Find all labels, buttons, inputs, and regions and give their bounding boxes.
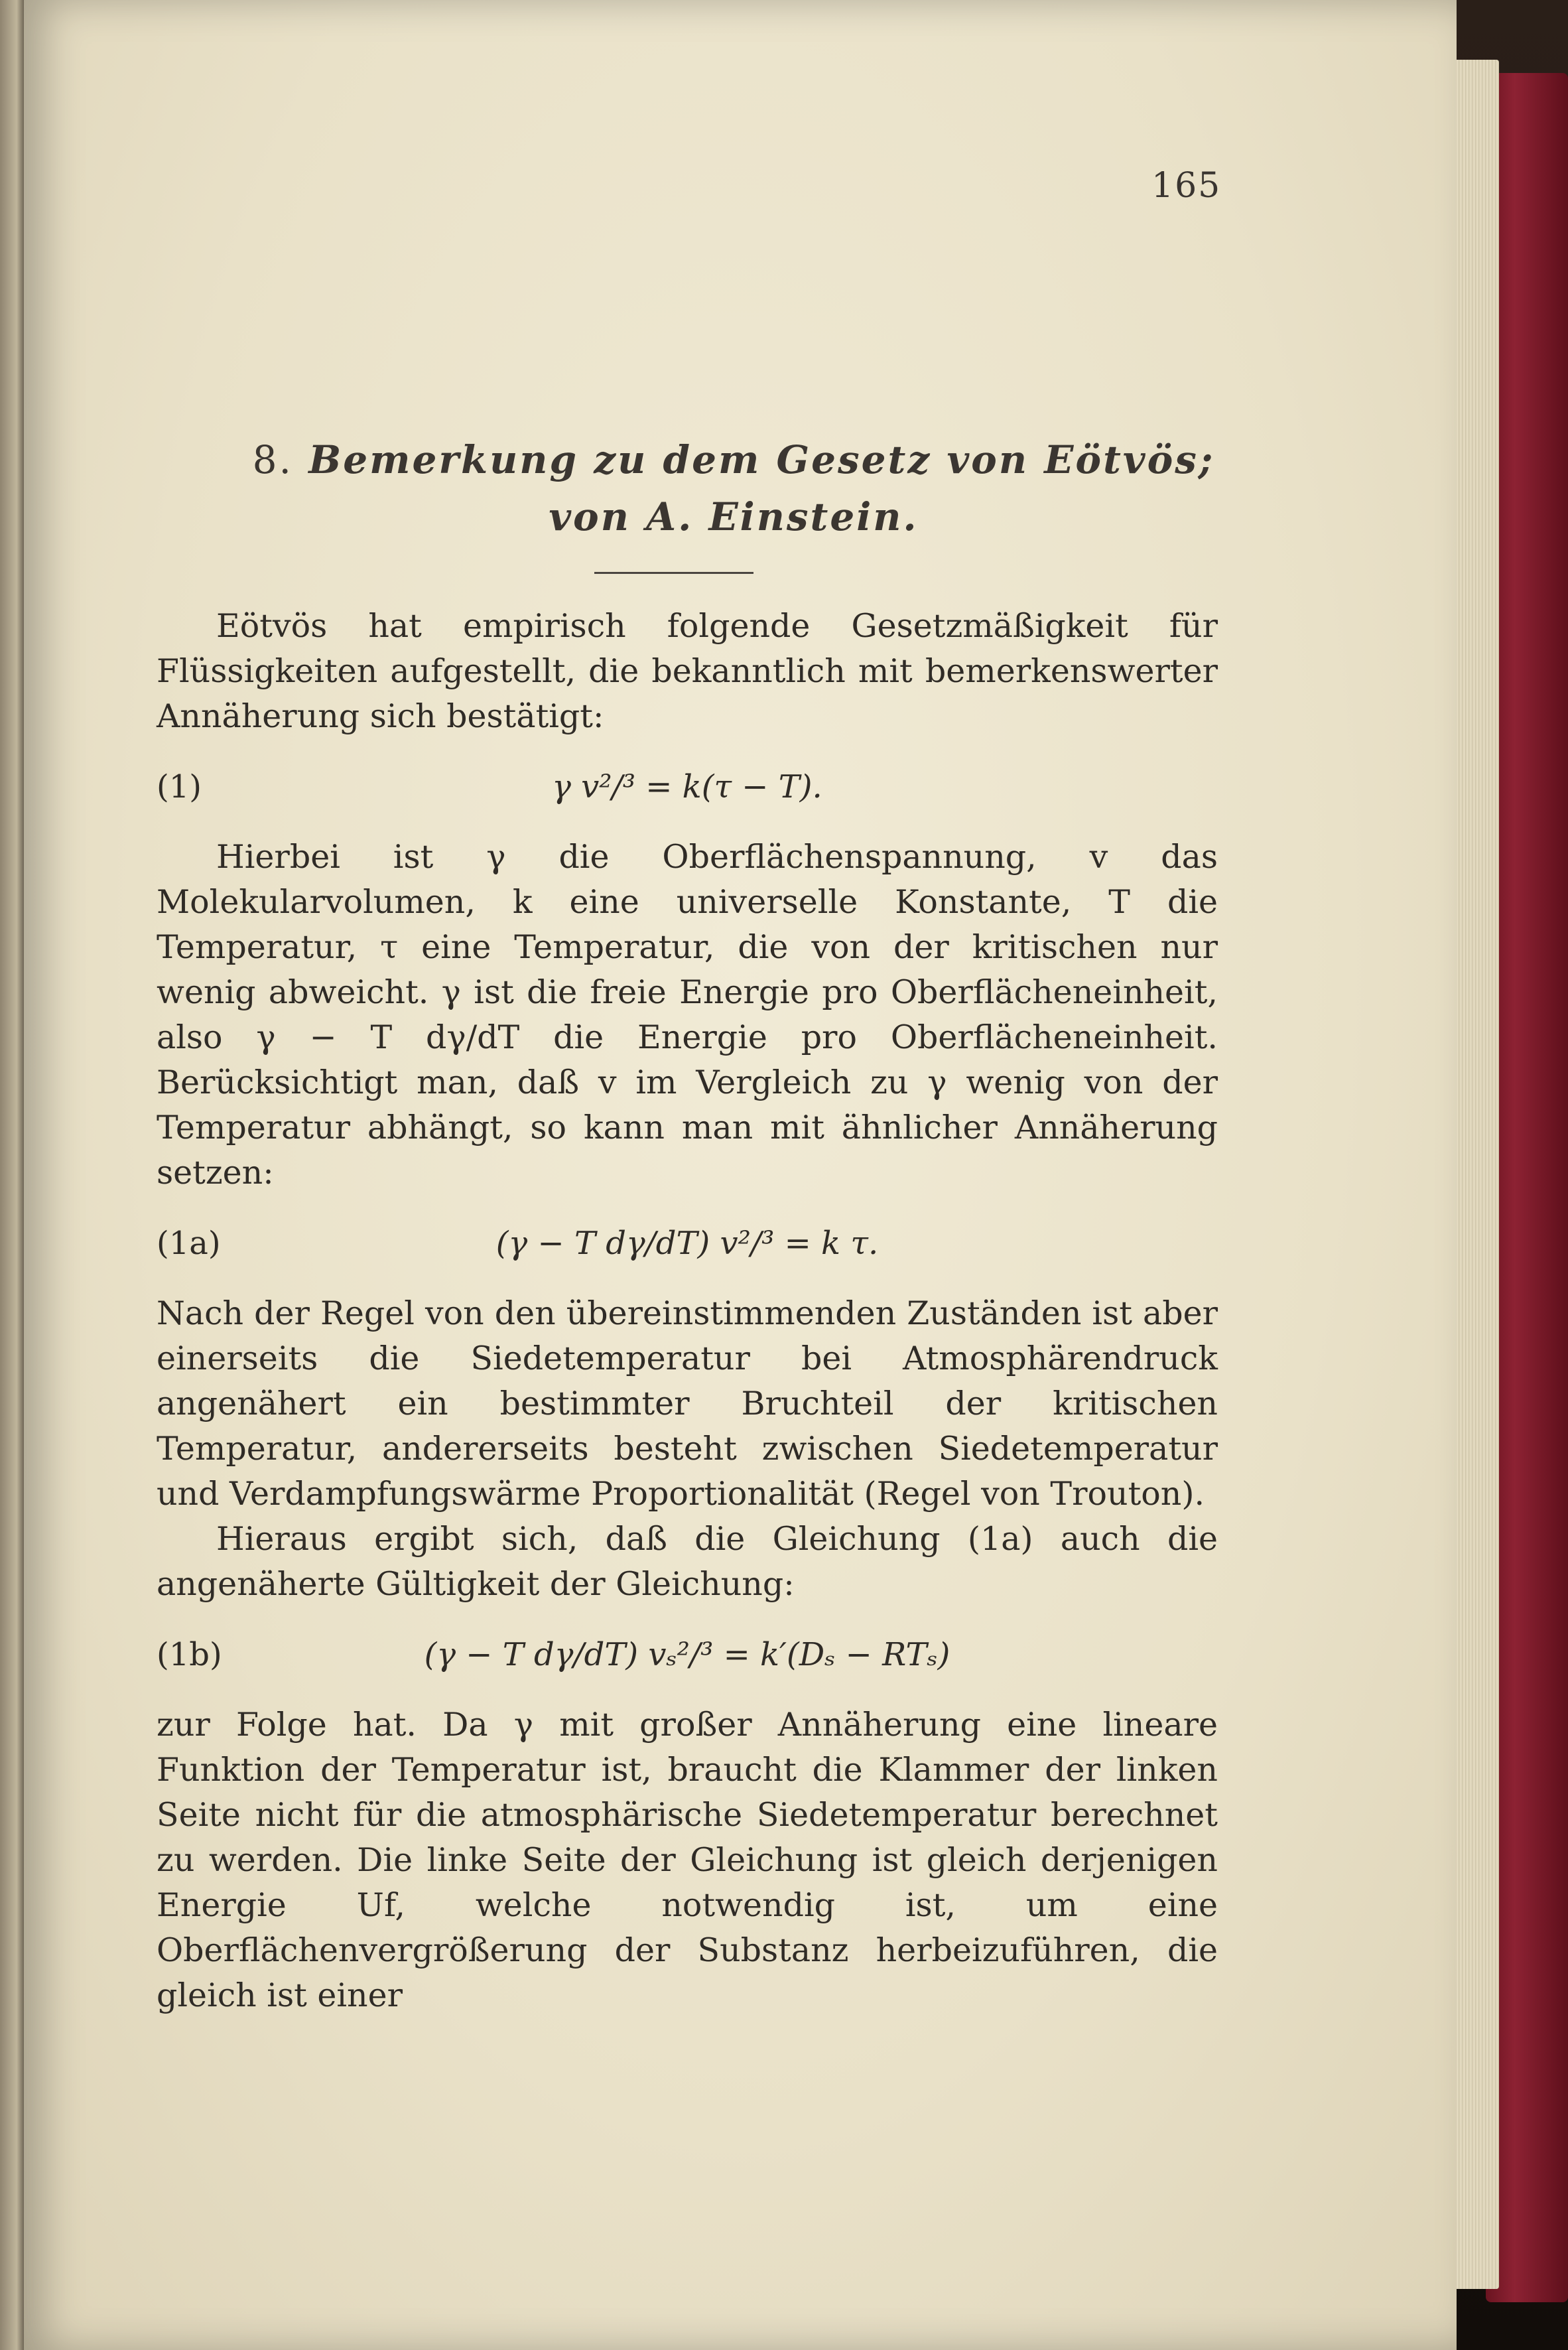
article-body (157, 604, 1218, 2018)
book-page (24, 0, 1457, 2350)
article-title (157, 431, 1311, 545)
paragraph: Hierbei ist γ die Oberflächenspannung, v das Molekularvolumen, k eine universelle Konstante, T die Temperatur, τ eine Temperatur, die von der kritischen nur wenig abweicht. γ ist die freie Energie pro Oberflächeneinheit, also γ − T dγ/dT die Energie pro Oberflächeneinheit. Berücksichtigt man, daß v im Vergleich zu γ wenig von der Temperatur abhängt, so kann man mit ähnlicher Annäherung setzen: (157, 838, 1218, 1192)
equation-body: (γ − T dγ/dT) vₛ²/³ = k′(Dₛ − RTₛ) (424, 1636, 950, 1673)
paragraph: zur Folge hat. Da γ mit großer Annäherung eine lineare Funktion der Temperatur ist, braucht die Klammer der linken Seite nicht für die atmosphärische Siedetemperatur berechnet zu werden. Die linke Seite der Gleichung ist gleich derjenigen Energie Uf, welche notwendig ist, um eine Oberflächenvergrößerung der Substanz herbeizuführen, die gleich ist einer (157, 1706, 1218, 2014)
equation-body: γ v²/³ = k(τ − T). (552, 768, 822, 805)
title-line-2: von A. Einstein. (549, 494, 919, 539)
paragraph: Hieraus ergibt sich, daß die Gleichung (1a) auch die angenäherte Gültigkeit der Gleichung: (157, 1520, 1218, 1603)
page-number: 165 (1151, 166, 1222, 206)
paragraph: Eötvös hat empirisch folgende Gesetzmäßigkeit für Flüssigkeiten aufgestellt, die bekanntlich mit bemerkenswerter Annäherung sich bestätigt: (157, 607, 1218, 735)
equation-1a (157, 1209, 1218, 1273)
equation-body: (γ − T dγ/dT) v²/³ = k τ. (495, 1225, 879, 1262)
title-text-1: Bemerkung zu dem Gesetz von Eötvös; (308, 437, 1215, 482)
equation-label: (1b) (157, 1636, 222, 1673)
title-divider (594, 572, 753, 574)
facing-page-edge (0, 0, 24, 2350)
title-line-1 (157, 431, 1311, 488)
equation-label: (1a) (157, 1225, 221, 1262)
paragraph: Nach der Regel von den übereinstimmenden Zuständen ist aber einerseits die Siedetemperatur bei Atmosphärendruck angenähert ein bestimmter Bruchteil der kritischen Temperatur, andererseits besteht zwischen Siedetemperatur und Verdampfungswärme Proportionalität (Regel von Trouton). (157, 1294, 1218, 1513)
equation-label: (1) (157, 768, 202, 805)
equation-1 (157, 752, 1218, 816)
equation-1b (157, 1620, 1218, 1684)
title-number: 8. (252, 437, 293, 482)
